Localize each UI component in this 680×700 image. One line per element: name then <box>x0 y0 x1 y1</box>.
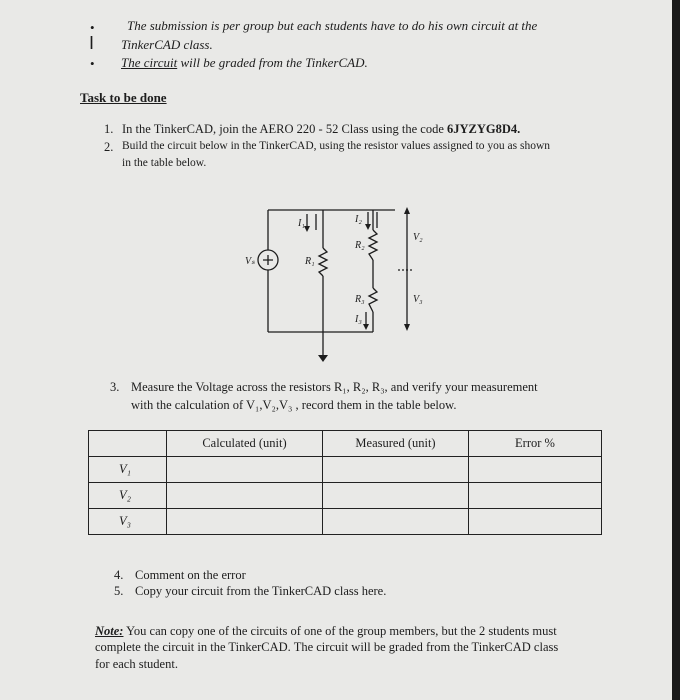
step-3-line-1: Measure the Voltage across the resistors R₁, R₂, R₃, and verify your measurement <box>131 380 538 394</box>
cell-v3-error <box>469 509 602 535</box>
cell-v1-calculated <box>167 457 323 483</box>
intro-underlined-term: The circuit <box>121 55 178 70</box>
note-line-1 <box>95 624 557 639</box>
label-vs: Vₛ <box>245 256 255 267</box>
header-calculated: Calculated (unit) <box>167 431 323 457</box>
table-header-row <box>89 431 602 457</box>
cell-v3-calculated <box>167 509 323 535</box>
step-2-number: 2. <box>104 140 114 154</box>
step-3-line-2: with the calculation of V₁,V₂,V₃ , record them in the table below. <box>131 398 457 412</box>
ground-tip <box>318 355 328 362</box>
cell-v2-calculated <box>167 483 323 509</box>
step-4-text: Comment on the error <box>135 568 246 582</box>
intro-line-2-rest: will be graded from the TinkerCAD. <box>177 55 368 70</box>
cell-v2-error <box>469 483 602 509</box>
cell-v1-measured <box>323 457 469 483</box>
label-v3: V₃ <box>413 294 423 305</box>
intro-line-1: The submission is per group but each students have to do his own circuit at the <box>127 18 538 33</box>
step-5-number: 5. <box>114 584 124 598</box>
step-4-number: 4. <box>114 568 124 582</box>
v2-arrowhead-up <box>404 207 410 214</box>
step-5-text: Copy your circuit from the TinkerCAD class here. <box>135 584 387 598</box>
label-r3: R₃ <box>355 294 365 305</box>
bullet-2: • <box>90 56 95 71</box>
text-cursor-icon: I <box>89 33 95 53</box>
i3-arrowhead <box>363 324 369 330</box>
task-heading: Task to be done <box>80 90 167 105</box>
label-i3: I₃ <box>355 314 362 325</box>
cell-v2-measured <box>323 483 469 509</box>
note-line-2: complete the circuit in the TinkerCAD. The circuit will be graded from the TinkerCAD class <box>95 640 559 654</box>
i1-arrowhead <box>304 226 310 232</box>
resistor-r1 <box>319 248 327 276</box>
step-2-line-1: Build the circuit below in the TinkerCAD, using the resistor values assigned to you as shown <box>122 140 551 152</box>
resistor-r3 <box>369 288 377 312</box>
label-r2: R₂ <box>355 240 365 251</box>
label-i1: I₁ <box>298 218 305 229</box>
cell-v3-measured <box>323 509 469 535</box>
header-error: Error % <box>469 431 602 457</box>
bullet-1: • <box>90 20 95 35</box>
step-3-number: 3. <box>110 380 120 394</box>
step-1-number: 1. <box>104 122 114 136</box>
step-1-instruction: In the TinkerCAD, join the AERO 220 - 52 Class using the code <box>122 122 447 136</box>
note-label: Note: <box>95 624 124 638</box>
label-v2: V₂ <box>413 232 423 243</box>
results-table <box>88 430 602 535</box>
table-row <box>89 509 602 535</box>
label-r1: R₁ <box>305 256 315 267</box>
class-code: 6JYZYG8D4. <box>447 122 521 136</box>
photo-edge <box>672 0 680 700</box>
header-blank <box>89 431 167 457</box>
step-2-line-2: in the table below. <box>122 157 207 169</box>
row-label-v2: V₂ <box>89 483 167 509</box>
v3-arrowhead-down <box>404 324 410 331</box>
table-row <box>89 483 602 509</box>
note-text-1: You can copy one of the circuits of one of the group members, but the 2 students must <box>123 624 557 638</box>
resistor-r2 <box>369 230 377 260</box>
note-line-3: for each student. <box>95 657 178 671</box>
i2-arrowhead <box>365 224 371 230</box>
row-label-v3: V₃ <box>89 509 167 535</box>
cell-v1-error <box>469 457 602 483</box>
table-row <box>89 457 602 483</box>
label-i2: I₂ <box>355 214 362 225</box>
intro-line-1-cont: TinkerCAD class. <box>121 37 213 52</box>
row-label-v1: V₁ <box>89 457 167 483</box>
source-plus-sign <box>263 255 273 265</box>
header-measured: Measured (unit) <box>323 431 469 457</box>
